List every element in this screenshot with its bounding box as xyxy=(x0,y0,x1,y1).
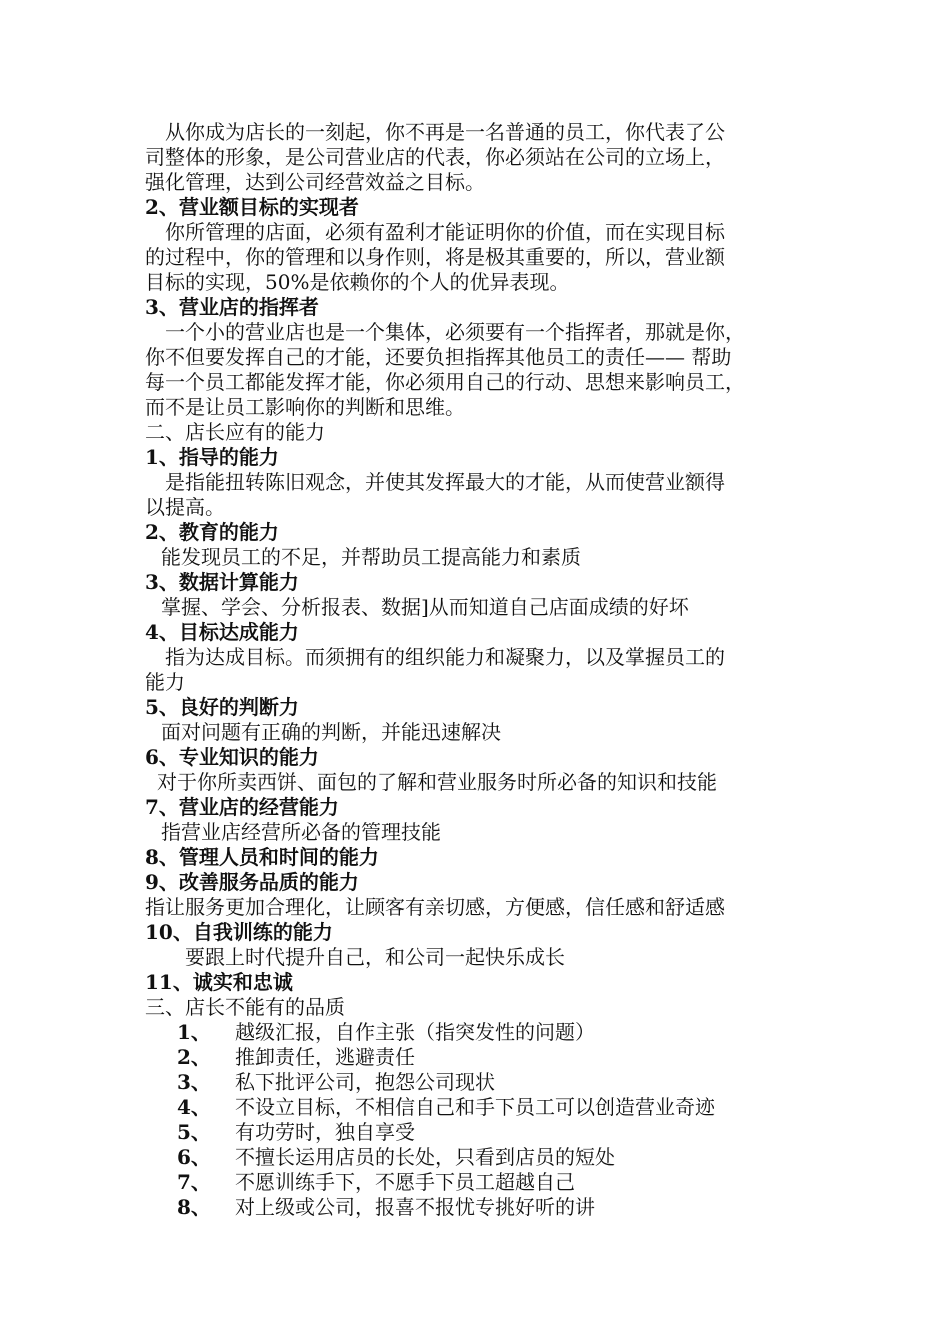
document-body xyxy=(145,120,817,1220)
list-text: 私下批评公司，抱怨公司现状 xyxy=(235,1070,495,1094)
list-text: 越级汇报，自作主张（指突发性的问题） xyxy=(235,1020,595,1044)
item-heading: 2、教育的能力 xyxy=(145,520,279,544)
paragraph-line: 以提高。 xyxy=(145,495,225,519)
list-number: 5、 xyxy=(177,1120,211,1144)
list-item xyxy=(145,1195,817,1220)
paragraph-line: 指营业店经营所必备的管理技能 xyxy=(161,820,441,844)
paragraph-line: 能力 xyxy=(145,670,185,694)
list-item xyxy=(145,1145,817,1170)
section-heading: 三、店长不能有的品质 xyxy=(145,995,345,1019)
item-heading: 2、营业额目标的实现者 xyxy=(145,195,359,219)
paragraph-line: 面对问题有正确的判断，并能迅速解决 xyxy=(161,720,501,744)
paragraph-line: 目标的实现，50%是依赖你的个人的优异表现。 xyxy=(145,270,570,294)
paragraph-line: 指为达成目标。而须拥有的组织能力和凝聚力，以及掌握员工的 xyxy=(165,645,725,669)
item-heading: 10、自我训练的能力 xyxy=(145,920,333,944)
list-text: 不擅长运用店员的长处，只看到店员的短处 xyxy=(235,1145,615,1169)
item-heading: 3、营业店的指挥者 xyxy=(145,295,319,319)
item-heading: 9、改善服务品质的能力 xyxy=(145,870,359,894)
list-item xyxy=(145,1170,817,1195)
paragraph-line: 的过程中，你的管理和以身作则，将是极其重要的，所以，营业额 xyxy=(145,245,725,269)
item-heading: 5、良好的判断力 xyxy=(145,695,299,719)
list-number: 7、 xyxy=(177,1170,211,1194)
list-text: 不愿训练手下，不愿手下员工超越自己 xyxy=(235,1170,575,1194)
list-number: 2、 xyxy=(177,1045,211,1069)
list-item xyxy=(145,1095,817,1120)
list-item xyxy=(145,1120,817,1145)
list-number: 8、 xyxy=(177,1195,211,1219)
paragraph-line: 强化管理，达到公司经营效益之目标。 xyxy=(145,170,485,194)
paragraph-line: 对于你所卖西饼、面包的了解和营业服务时所必备的知识和技能 xyxy=(157,770,717,794)
paragraph-line: 要跟上时代提升自己，和公司一起快乐成长 xyxy=(185,945,565,969)
item-heading: 8、管理人员和时间的能力 xyxy=(145,845,379,869)
list-item xyxy=(145,1020,817,1045)
list-number: 4、 xyxy=(177,1095,211,1119)
paragraph-line: 一个小的营业店也是一个集体，必须要有一个指挥者，那就是你， xyxy=(165,320,745,344)
item-heading: 4、目标达成能力 xyxy=(145,620,299,644)
list-text: 不设立目标，不相信自己和手下员工可以创造营业奇迹 xyxy=(235,1095,715,1119)
paragraph-line: 而不是让员工影响你的判断和思维。 xyxy=(145,395,465,419)
paragraph-line: 你所管理的店面，必须有盈利才能证明你的价值，而在实现目标 xyxy=(165,220,725,244)
paragraph-line: 是指能扭转陈旧观念，并使其发挥最大的才能，从而使营业额得 xyxy=(165,470,725,494)
item-heading: 11、诚实和忠诚 xyxy=(145,970,293,994)
numbered-list xyxy=(145,1020,817,1220)
item-heading: 3、数据计算能力 xyxy=(145,570,299,594)
item-heading: 7、营业店的经营能力 xyxy=(145,795,339,819)
item-heading: 6、专业知识的能力 xyxy=(145,745,319,769)
paragraph-line: 司整体的形象，是公司营业店的代表，你必须站在公司的立场上， xyxy=(145,145,725,169)
paragraph-line: 能发现员工的不足，并帮助员工提高能力和素质 xyxy=(161,545,581,569)
list-text: 推卸责任，逃避责任 xyxy=(235,1045,415,1069)
paragraph-line: 从你成为店长的一刻起，你不再是一名普通的员工，你代表了公 xyxy=(165,120,725,144)
list-item xyxy=(145,1045,817,1070)
list-number: 3、 xyxy=(177,1070,211,1094)
section-heading: 二、店长应有的能力 xyxy=(145,420,325,444)
list-text: 对上级或公司，报喜不报忧专挑好听的讲 xyxy=(235,1195,595,1219)
list-item xyxy=(145,1070,817,1095)
paragraph-line: 每一个员工都能发挥才能，你必须用自己的行动、思想来影响员工， xyxy=(145,370,745,394)
paragraph-line: 掌握、学会、分析报表、数据]从而知道自己店面成绩的好坏 xyxy=(161,595,689,619)
list-number: 1、 xyxy=(177,1020,211,1044)
paragraph-line: 指让服务更加合理化，让顾客有亲切感，方便感，信任感和舒适感 xyxy=(145,895,725,919)
list-text: 有功劳时，独自享受 xyxy=(235,1120,415,1144)
list-number: 6、 xyxy=(177,1145,211,1169)
paragraph-line: 你不但要发挥自己的才能，还要负担指挥其他员工的责任—— 帮助 xyxy=(145,345,732,369)
item-heading: 1、指导的能力 xyxy=(145,445,279,469)
